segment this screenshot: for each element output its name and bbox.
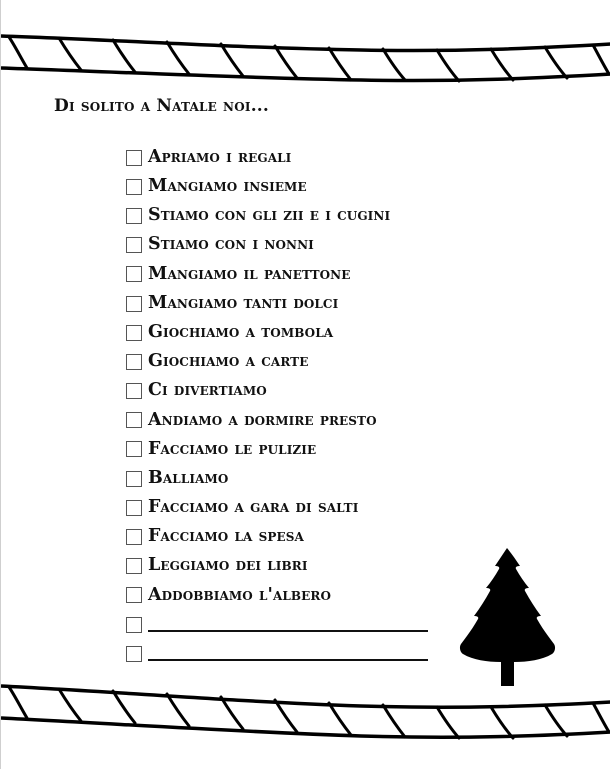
checkbox[interactable] <box>126 646 142 662</box>
checkbox[interactable] <box>126 383 142 399</box>
checklist <box>126 143 428 668</box>
checkbox[interactable] <box>126 500 142 516</box>
list-item <box>126 435 428 464</box>
item-label: Mangiamo tanti dolci <box>148 292 339 313</box>
list-item <box>126 377 428 406</box>
christmas-tree-icon <box>459 548 556 689</box>
list-item <box>126 464 428 493</box>
checkbox[interactable] <box>126 237 142 253</box>
list-item <box>126 172 428 201</box>
top-ribbon-border <box>1 22 610 92</box>
item-label: Addobbiamo l'albero <box>148 584 332 605</box>
checkbox[interactable] <box>126 587 142 603</box>
list-item <box>126 347 428 376</box>
item-label: Mangiamo il panettone <box>148 263 351 284</box>
list-item <box>126 581 428 610</box>
blank-write-line[interactable] <box>148 646 428 661</box>
checkbox[interactable] <box>126 558 142 574</box>
list-item <box>126 493 428 522</box>
item-label: Giochiamo a carte <box>148 351 309 372</box>
checkbox[interactable] <box>126 471 142 487</box>
checkbox[interactable] <box>126 325 142 341</box>
checkbox[interactable] <box>126 412 142 428</box>
checkbox[interactable] <box>126 617 142 633</box>
checkbox[interactable] <box>126 354 142 370</box>
list-item <box>126 260 428 289</box>
checkbox[interactable] <box>126 441 142 457</box>
checkbox[interactable] <box>126 266 142 282</box>
item-label: Mangiamo insieme <box>148 176 307 197</box>
item-label: Facciamo la spesa <box>148 526 304 547</box>
list-item <box>126 406 428 435</box>
list-item <box>126 318 428 347</box>
bottom-ribbon-border <box>1 676 610 746</box>
item-label: Balliamo <box>148 467 229 488</box>
list-item <box>126 201 428 230</box>
checkbox[interactable] <box>126 296 142 312</box>
checkbox[interactable] <box>126 529 142 545</box>
checkbox[interactable] <box>126 150 142 166</box>
list-item <box>126 552 428 581</box>
checkbox[interactable] <box>126 179 142 195</box>
checkbox[interactable] <box>126 208 142 224</box>
worksheet-heading: Di solito a Natale noi... <box>54 96 270 116</box>
list-item <box>126 143 428 172</box>
item-label: Facciamo a gara di salti <box>148 497 359 518</box>
item-label: Ci divertiamo <box>148 380 267 401</box>
blank-entry <box>126 610 428 639</box>
blank-write-line[interactable] <box>148 617 428 632</box>
item-label: Apriamo i regali <box>148 146 292 167</box>
list-item <box>126 231 428 260</box>
list-item <box>126 522 428 551</box>
item-label: Andiamo a dormire presto <box>148 409 377 430</box>
item-label: Facciamo le pulizie <box>148 438 317 459</box>
item-label: Stiamo con gli zii e i cugini <box>148 205 391 226</box>
item-label: Stiamo con i nonni <box>148 234 314 255</box>
item-label: Leggiamo dei libri <box>148 555 308 576</box>
item-label: Giochiamo a tombola <box>148 321 334 342</box>
list-item <box>126 289 428 318</box>
blank-entry <box>126 639 428 668</box>
